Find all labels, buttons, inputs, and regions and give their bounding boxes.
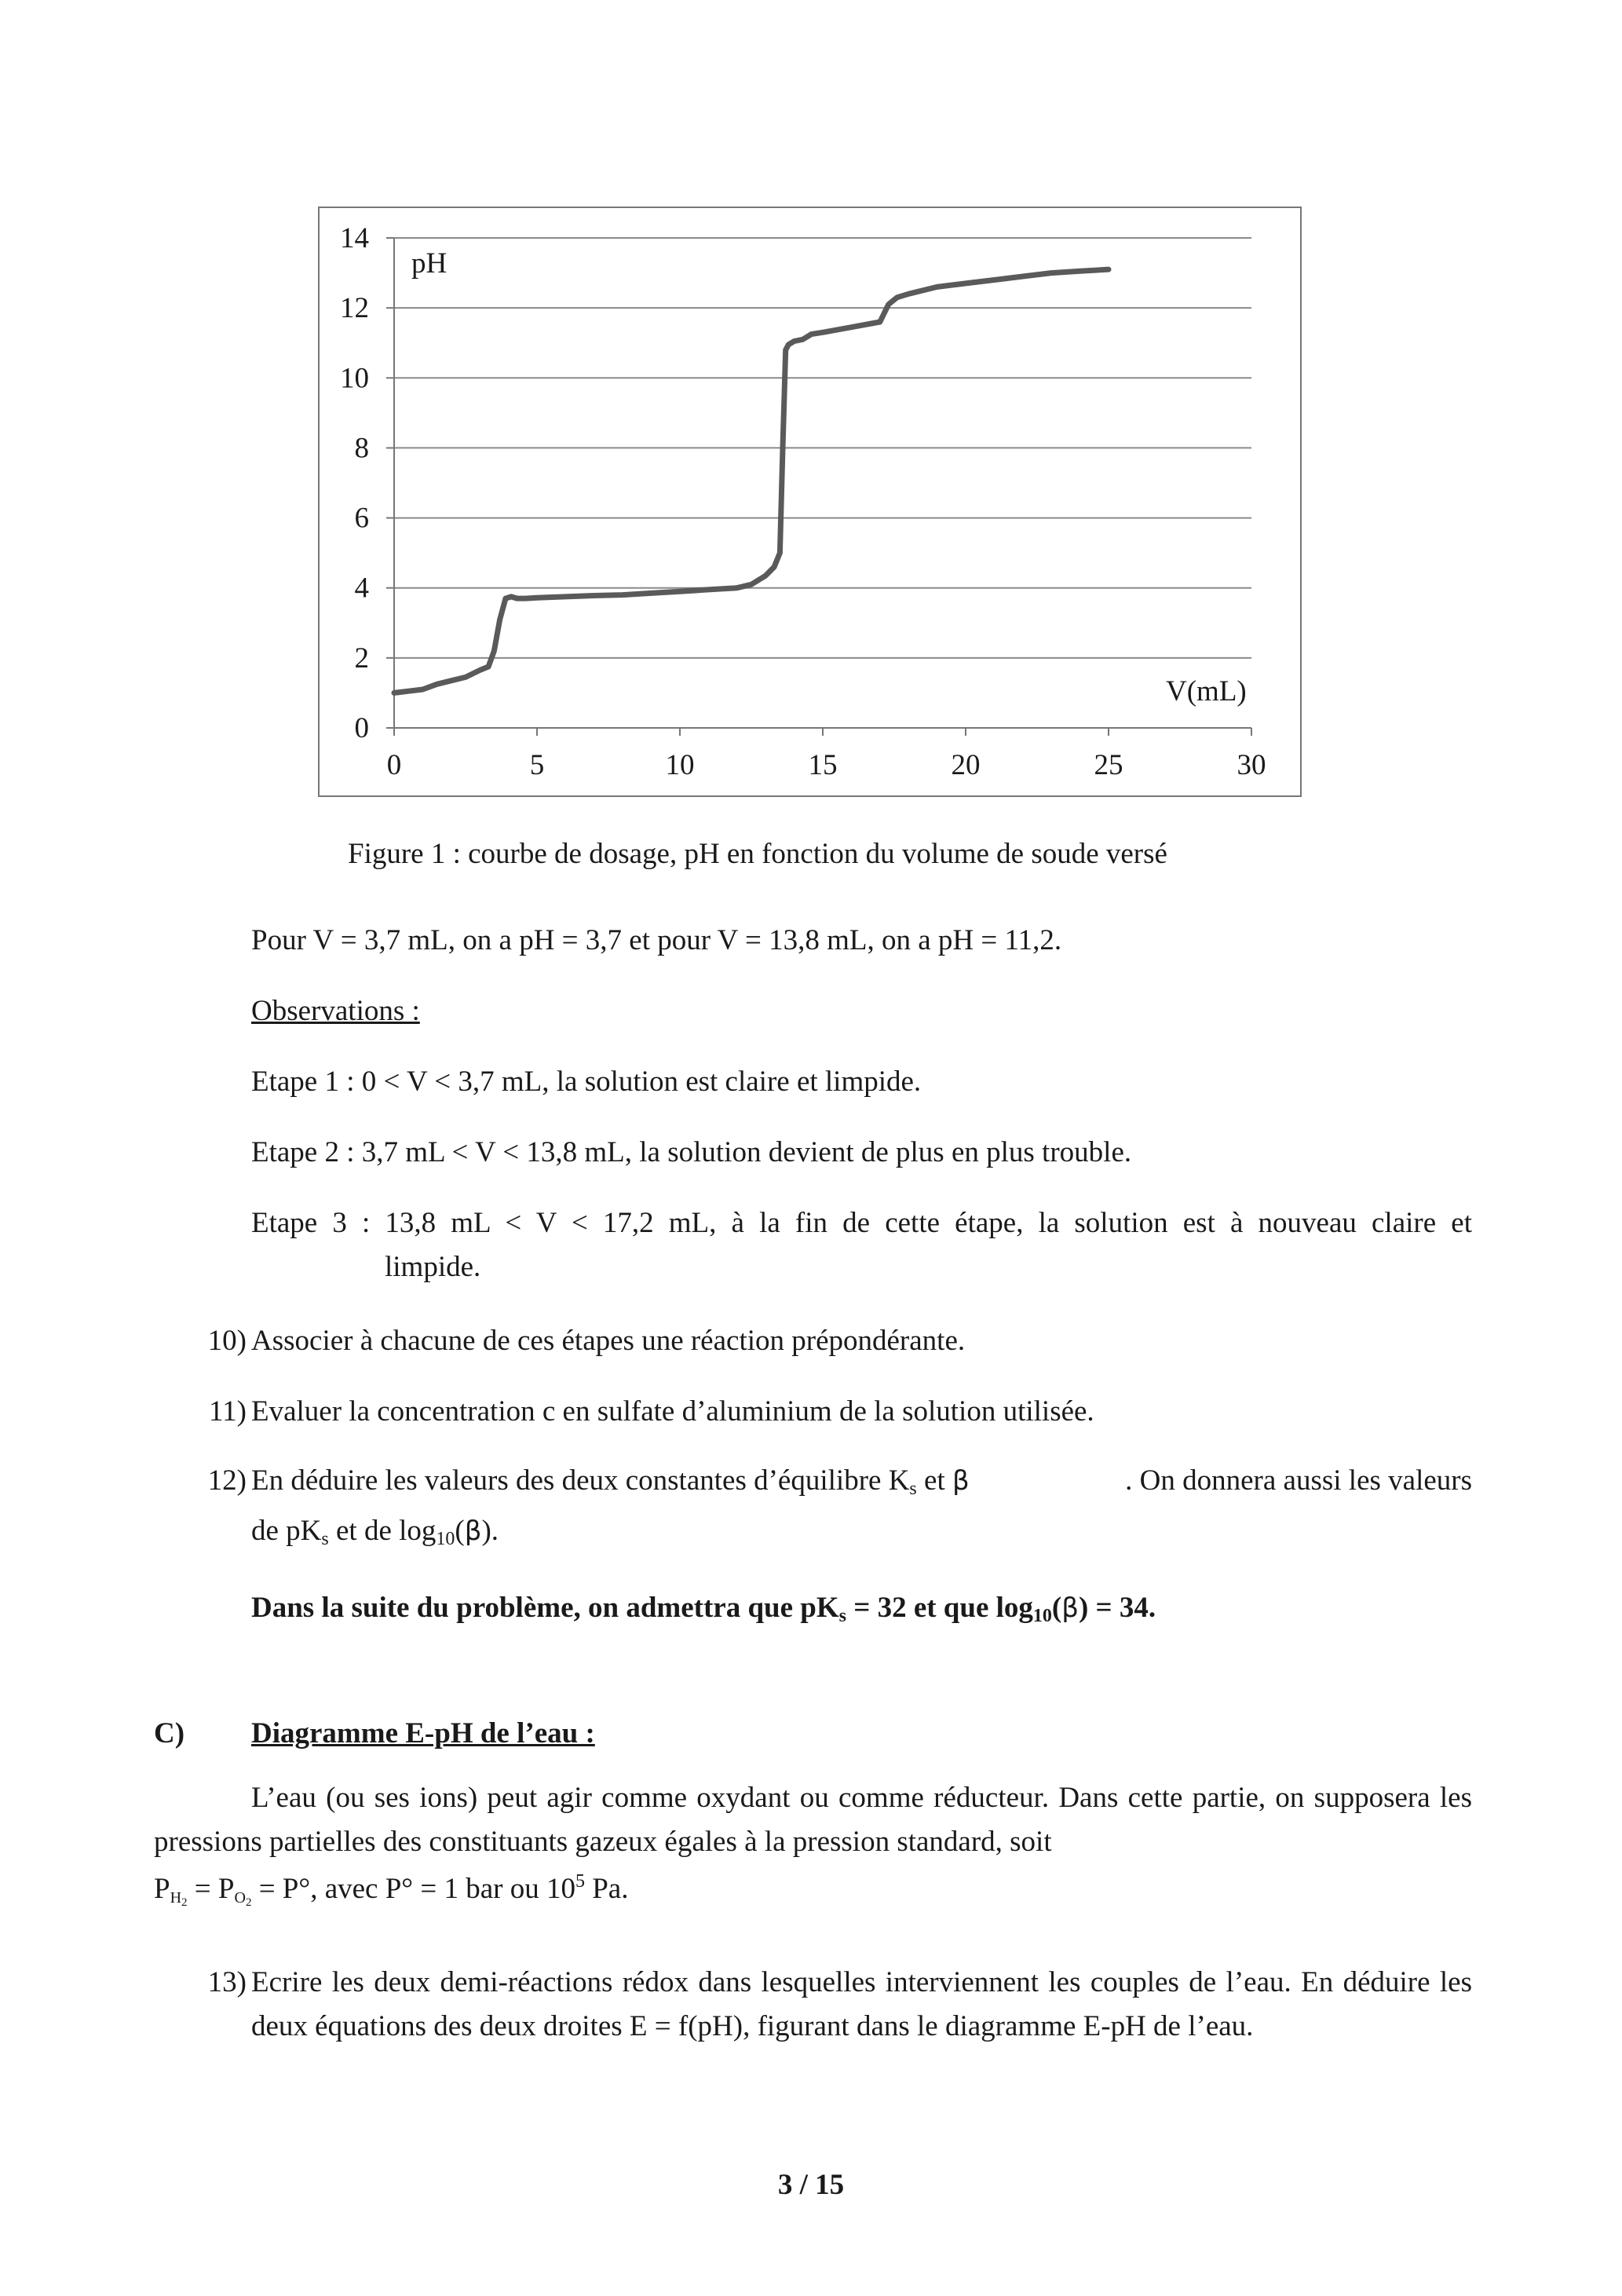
section-c-title: Diagramme E-pH de l’eau :: [251, 1717, 595, 1749]
tick-labels: [340, 222, 1266, 781]
beta-symbol-3: β: [1061, 1592, 1079, 1624]
y-tick-label: 14: [340, 222, 369, 254]
step-3-line-1: Etape 3 : 13,8 mL < V < 17,2 mL, à la fin de cette étape, la solution est à nouveau claire et: [251, 1207, 1472, 1239]
exponent-5: 5: [575, 1871, 585, 1892]
q12-text-b: et: [916, 1464, 952, 1497]
q12-text-e: et de log: [328, 1515, 437, 1547]
question-12-line-1: [251, 1459, 970, 1503]
q12-text-c: . On donnera aussi les valeurs: [1125, 1464, 1472, 1497]
section-c-para-text: L’eau (ou ses ions) peut agir comme oxydant ou comme réducteur. Dans cette partie, on supposera les pressions partielles des constituants gazeux égales à la pression standard, soit: [154, 1782, 1472, 1858]
h-sub: H: [170, 1889, 182, 1907]
admit-text-a: Dans la suite du problème, on admettra que pK: [251, 1592, 839, 1624]
section-c-para-end-b: Pa.: [584, 1873, 629, 1905]
x-tick-label: 30: [1237, 749, 1266, 781]
values-line: Pour V = 3,7 mL, on a pH = 3,7 et pour V = 13,8 mL, on a pH = 11,2.: [251, 924, 1062, 956]
section-c-label: C): [154, 1717, 185, 1749]
q12-sub-s: s: [909, 1479, 917, 1499]
q12-text-d: de pK: [251, 1515, 322, 1547]
eq-equals: = P: [187, 1873, 235, 1905]
admit-sub-s: s: [838, 1606, 846, 1626]
x-tick-label: 0: [386, 749, 402, 781]
y-tick-label: 6: [354, 502, 369, 535]
question-10: [199, 1319, 965, 1363]
o2-index: 2: [245, 1896, 252, 1909]
question-12: [199, 1459, 1472, 1553]
chart-svg: [320, 208, 1303, 799]
x-tick-label: 5: [529, 749, 545, 781]
q12-paren-open: (: [455, 1515, 465, 1547]
p-symbol: P: [154, 1873, 170, 1905]
step-1: Etape 1 : 0 < V < 3,7 mL, la solution est claire et limpide.: [251, 1066, 922, 1098]
y-tick-label: 8: [354, 432, 369, 465]
x-tick-label: 15: [808, 749, 838, 781]
x-tick-label: 10: [665, 749, 695, 781]
o-sub: O: [234, 1889, 246, 1907]
page-number: 3 / 15: [777, 2169, 845, 2201]
admit-text-c: ) = 34.: [1078, 1592, 1156, 1624]
titration-chart: [318, 207, 1302, 797]
q12-text-a: En déduire les valeurs des deux constantes d’équilibre K: [251, 1464, 910, 1497]
beta-symbol-2: β: [464, 1515, 482, 1547]
section-c-para-end-a: , avec P° = 1 bar ou 10: [310, 1873, 575, 1905]
section-c-para-equation: [154, 1867, 1472, 1911]
admitted-values: [251, 1586, 1156, 1630]
axes: [386, 238, 1251, 736]
y-tick-label: 2: [354, 642, 369, 675]
question-12-line-2: [199, 1509, 1472, 1553]
admit-sub-10: 10: [1032, 1606, 1052, 1626]
ph-curve-line: [394, 269, 1109, 693]
beta-symbol: β: [952, 1465, 970, 1497]
y-axis-label: pH: [411, 247, 448, 280]
y-tick-label: 4: [354, 572, 369, 605]
y-tick-label: 12: [340, 292, 369, 325]
admit-text-b: = 32 et que log: [846, 1592, 1033, 1624]
step-2: Etape 2 : 3,7 mL < V < 13,8 mL, la solution devient de plus en plus trouble.: [251, 1136, 1132, 1168]
question-11-text: Evaluer la concentration c en sulfate d’aluminium de la solution utilisée.: [251, 1395, 1094, 1428]
admit-paren-open: (: [1051, 1592, 1062, 1624]
question-10-number: 10): [207, 1325, 247, 1357]
question-11: [199, 1390, 1094, 1434]
h2-index: 2: [181, 1896, 188, 1909]
q12-sub-s2: s: [321, 1529, 329, 1549]
question-12-number: 12): [207, 1464, 247, 1497]
q12-paren-close: ).: [481, 1515, 499, 1547]
y-tick-label: 0: [354, 712, 369, 744]
question-13-text: Ecrire les deux demi-réactions rédox dans lesquelles interviennent les couples de l’eau. En déduire les deux équations des deux droites E = f(pH), figurant dans le diagramme E-pH de l’eau.: [251, 1966, 1472, 2042]
question-13: [199, 1961, 1472, 2049]
question-10-text: Associer à chacune de ces étapes une réaction prépondérante.: [251, 1325, 966, 1357]
grid-lines: [394, 238, 1251, 658]
eq-rest: = P°: [251, 1873, 311, 1905]
figure-caption: Figure 1 : courbe de dosage, pH en fonction du volume de soude versé: [348, 838, 1167, 870]
y-tick-label: 10: [340, 362, 369, 395]
section-c-paragraph: [154, 1776, 1472, 1911]
observations-title: Observations :: [251, 995, 420, 1027]
x-tick-label: 20: [951, 749, 981, 781]
x-tick-label: 25: [1094, 749, 1123, 781]
q12-sub-10: 10: [436, 1529, 455, 1549]
question-11-number: 11): [209, 1395, 247, 1428]
question-13-number: 13): [207, 1966, 247, 1998]
step-3: [251, 1201, 1472, 1289]
step-3-line-2: limpide.: [385, 1251, 481, 1283]
x-axis-label: V(mL): [1166, 675, 1247, 707]
